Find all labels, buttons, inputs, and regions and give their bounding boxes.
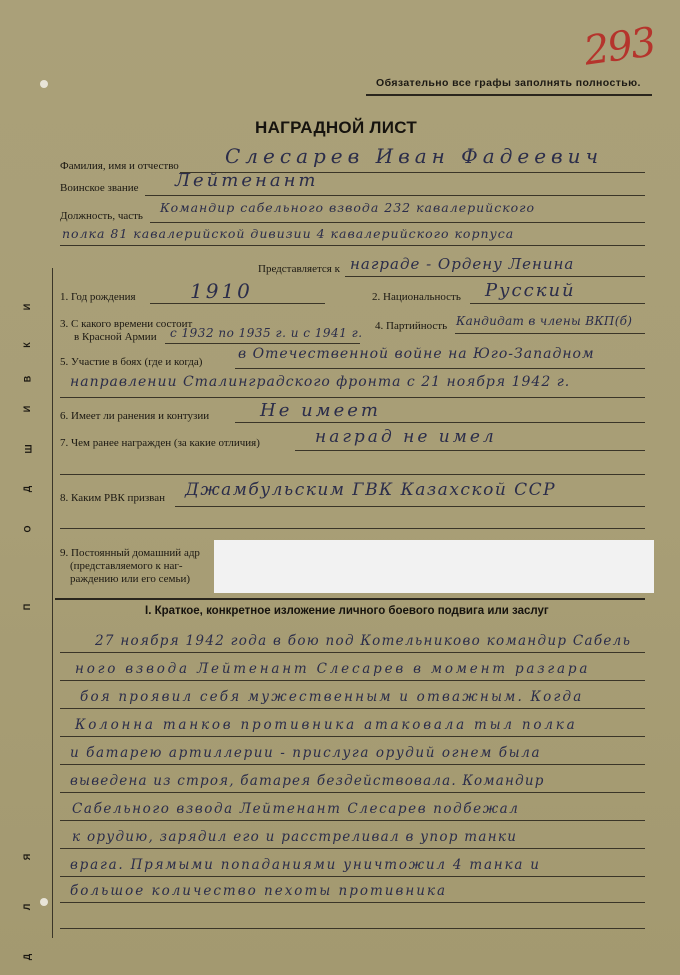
narrative-line: выведена из строя, батарея бездействовала. Командир bbox=[70, 773, 545, 789]
narrative-line: ного взвода Лейтенант Слесарев в момент разгара bbox=[75, 661, 591, 677]
position-value-1: Командир сабельного взвода 232 кавалерийского bbox=[160, 200, 536, 215]
army-label-1: 3. С какого времени состоит bbox=[60, 318, 193, 330]
position-line-2 bbox=[60, 245, 645, 246]
margin-letter: В bbox=[22, 375, 33, 383]
margin-letter: К bbox=[21, 342, 32, 348]
page-title: НАГРАДНОЙ ЛИСТ bbox=[255, 118, 418, 137]
narrative-rule bbox=[60, 820, 645, 821]
margin-letter: И bbox=[22, 303, 33, 311]
notice-divider bbox=[366, 94, 652, 96]
award-value: награде - Ордену Ленина bbox=[350, 255, 575, 273]
narrative-rule bbox=[60, 736, 645, 737]
award-line bbox=[345, 276, 645, 277]
army-line bbox=[165, 343, 360, 344]
margin-letter: Л bbox=[22, 903, 33, 911]
redacted-address bbox=[214, 540, 654, 593]
battles-line-1 bbox=[235, 368, 645, 369]
battles-value-1: в Отечественной войне на Юго-Западном bbox=[238, 346, 595, 362]
narrative-line: Сабельного взвода Лейтенант Слесарев подбежал bbox=[72, 801, 520, 817]
narrative-rule bbox=[60, 680, 645, 681]
margin-letter: Д bbox=[22, 485, 33, 493]
party-line bbox=[455, 333, 645, 334]
margin-letter: П bbox=[22, 603, 33, 611]
narrative-rule bbox=[60, 652, 645, 653]
narrative-rule bbox=[60, 902, 645, 903]
margin-letter: Я bbox=[22, 853, 33, 861]
narrative-rule bbox=[60, 764, 645, 765]
margin-letter: Д bbox=[22, 953, 33, 961]
rank-line bbox=[145, 195, 645, 196]
rvk-value: Джамбульским ГВК Казахской ССР bbox=[185, 480, 557, 500]
position-value-2: полка 81 кавалерийской дивизии 4 кавалерийского корпуса bbox=[62, 226, 515, 241]
narrative-line: боя проявил себя мужественным и отважным. Когда bbox=[80, 689, 584, 705]
birth-year-value: 1910 bbox=[190, 279, 253, 303]
name-value: Слесарев Иван Фадеевич bbox=[225, 144, 604, 168]
narrative-rule bbox=[60, 708, 645, 709]
army-value: с 1932 по 1935 г. и с 1941 г. bbox=[170, 326, 363, 340]
prior-awards-label: 7. Чем ранее награжден (за какие отличия) bbox=[60, 437, 260, 449]
narrative-rule bbox=[60, 928, 645, 929]
fill-notice: Обязательно все графы заполнять полностью. bbox=[376, 77, 641, 89]
battles-label: 5. Участие в боях (где и когда) bbox=[60, 356, 203, 368]
battles-line-2 bbox=[60, 397, 645, 398]
narrative-line: большое количество пехоты противника bbox=[70, 883, 448, 899]
narrative-line: врага. Прямыми попаданиями уничтожил 4 танка и bbox=[70, 857, 541, 873]
party-label: 4. Партийность bbox=[375, 320, 448, 332]
rank-value: Лейтенант bbox=[175, 170, 319, 191]
narrative-line: и батарею артиллерии - прислуга орудий огнем была bbox=[70, 745, 542, 761]
narrative-line: к орудию, зарядил его и расстреливал в упор танки bbox=[72, 829, 518, 845]
position-line-1 bbox=[150, 222, 645, 223]
rvk-line-2 bbox=[60, 528, 645, 529]
nationality-line bbox=[470, 303, 645, 304]
name-label: Фамилия, имя и отчество bbox=[60, 160, 179, 172]
margin-letter: И bbox=[22, 405, 33, 413]
wounds-label: 6. Имеет ли ранения и контузии bbox=[60, 410, 210, 422]
page-number: 293 bbox=[581, 19, 658, 75]
nationality-value: Русский bbox=[485, 280, 576, 301]
binding-hole bbox=[40, 80, 48, 88]
wounds-line bbox=[235, 422, 645, 423]
position-label: Должность, часть bbox=[60, 210, 143, 222]
prior-awards-value: наград не имел bbox=[315, 427, 497, 447]
birth-year-line bbox=[150, 303, 325, 304]
birth-year-label: 1. Год рождения bbox=[60, 291, 136, 303]
award-label: Представляется к bbox=[258, 263, 340, 275]
section-divider bbox=[55, 598, 645, 600]
narrative-rule bbox=[60, 876, 645, 877]
narrative-line: 27 ноября 1942 года в бою под Котельниково командир Сабель bbox=[95, 633, 632, 649]
army-label-2: в Красной Армии bbox=[74, 331, 157, 343]
prior-awards-line bbox=[295, 450, 645, 451]
binding-hole bbox=[40, 898, 48, 906]
narrative-rule bbox=[60, 848, 645, 849]
rvk-label: 8. Каким РВК призван bbox=[60, 492, 165, 504]
wounds-value: Не имеет bbox=[260, 400, 381, 421]
section-title: I. Краткое, конкретное изложение личного боевого подвига или заслуг bbox=[145, 605, 549, 617]
margin-letter: Ш bbox=[23, 444, 34, 454]
battles-value-2: направлении Сталинградского фронта с 21 ноября 1942 г. bbox=[70, 374, 571, 390]
rank-label: Воинское звание bbox=[60, 182, 139, 194]
address-label-1: 9. Постоянный домашний адр bbox=[60, 547, 200, 559]
narrative-rule bbox=[60, 792, 645, 793]
nationality-label: 2. Национальность bbox=[372, 291, 461, 303]
narrative-line: Колонна танков противника атаковала тыл полка bbox=[75, 717, 578, 733]
address-label-3: раждению или его семьи) bbox=[70, 573, 191, 585]
party-value: Кандидат в члены ВКП(б) bbox=[456, 314, 633, 328]
margin-letter: О bbox=[22, 525, 33, 533]
rvk-line bbox=[175, 506, 645, 507]
address-label-2: (представляемого к наг- bbox=[70, 560, 183, 572]
prior-awards-line-2 bbox=[60, 474, 645, 475]
